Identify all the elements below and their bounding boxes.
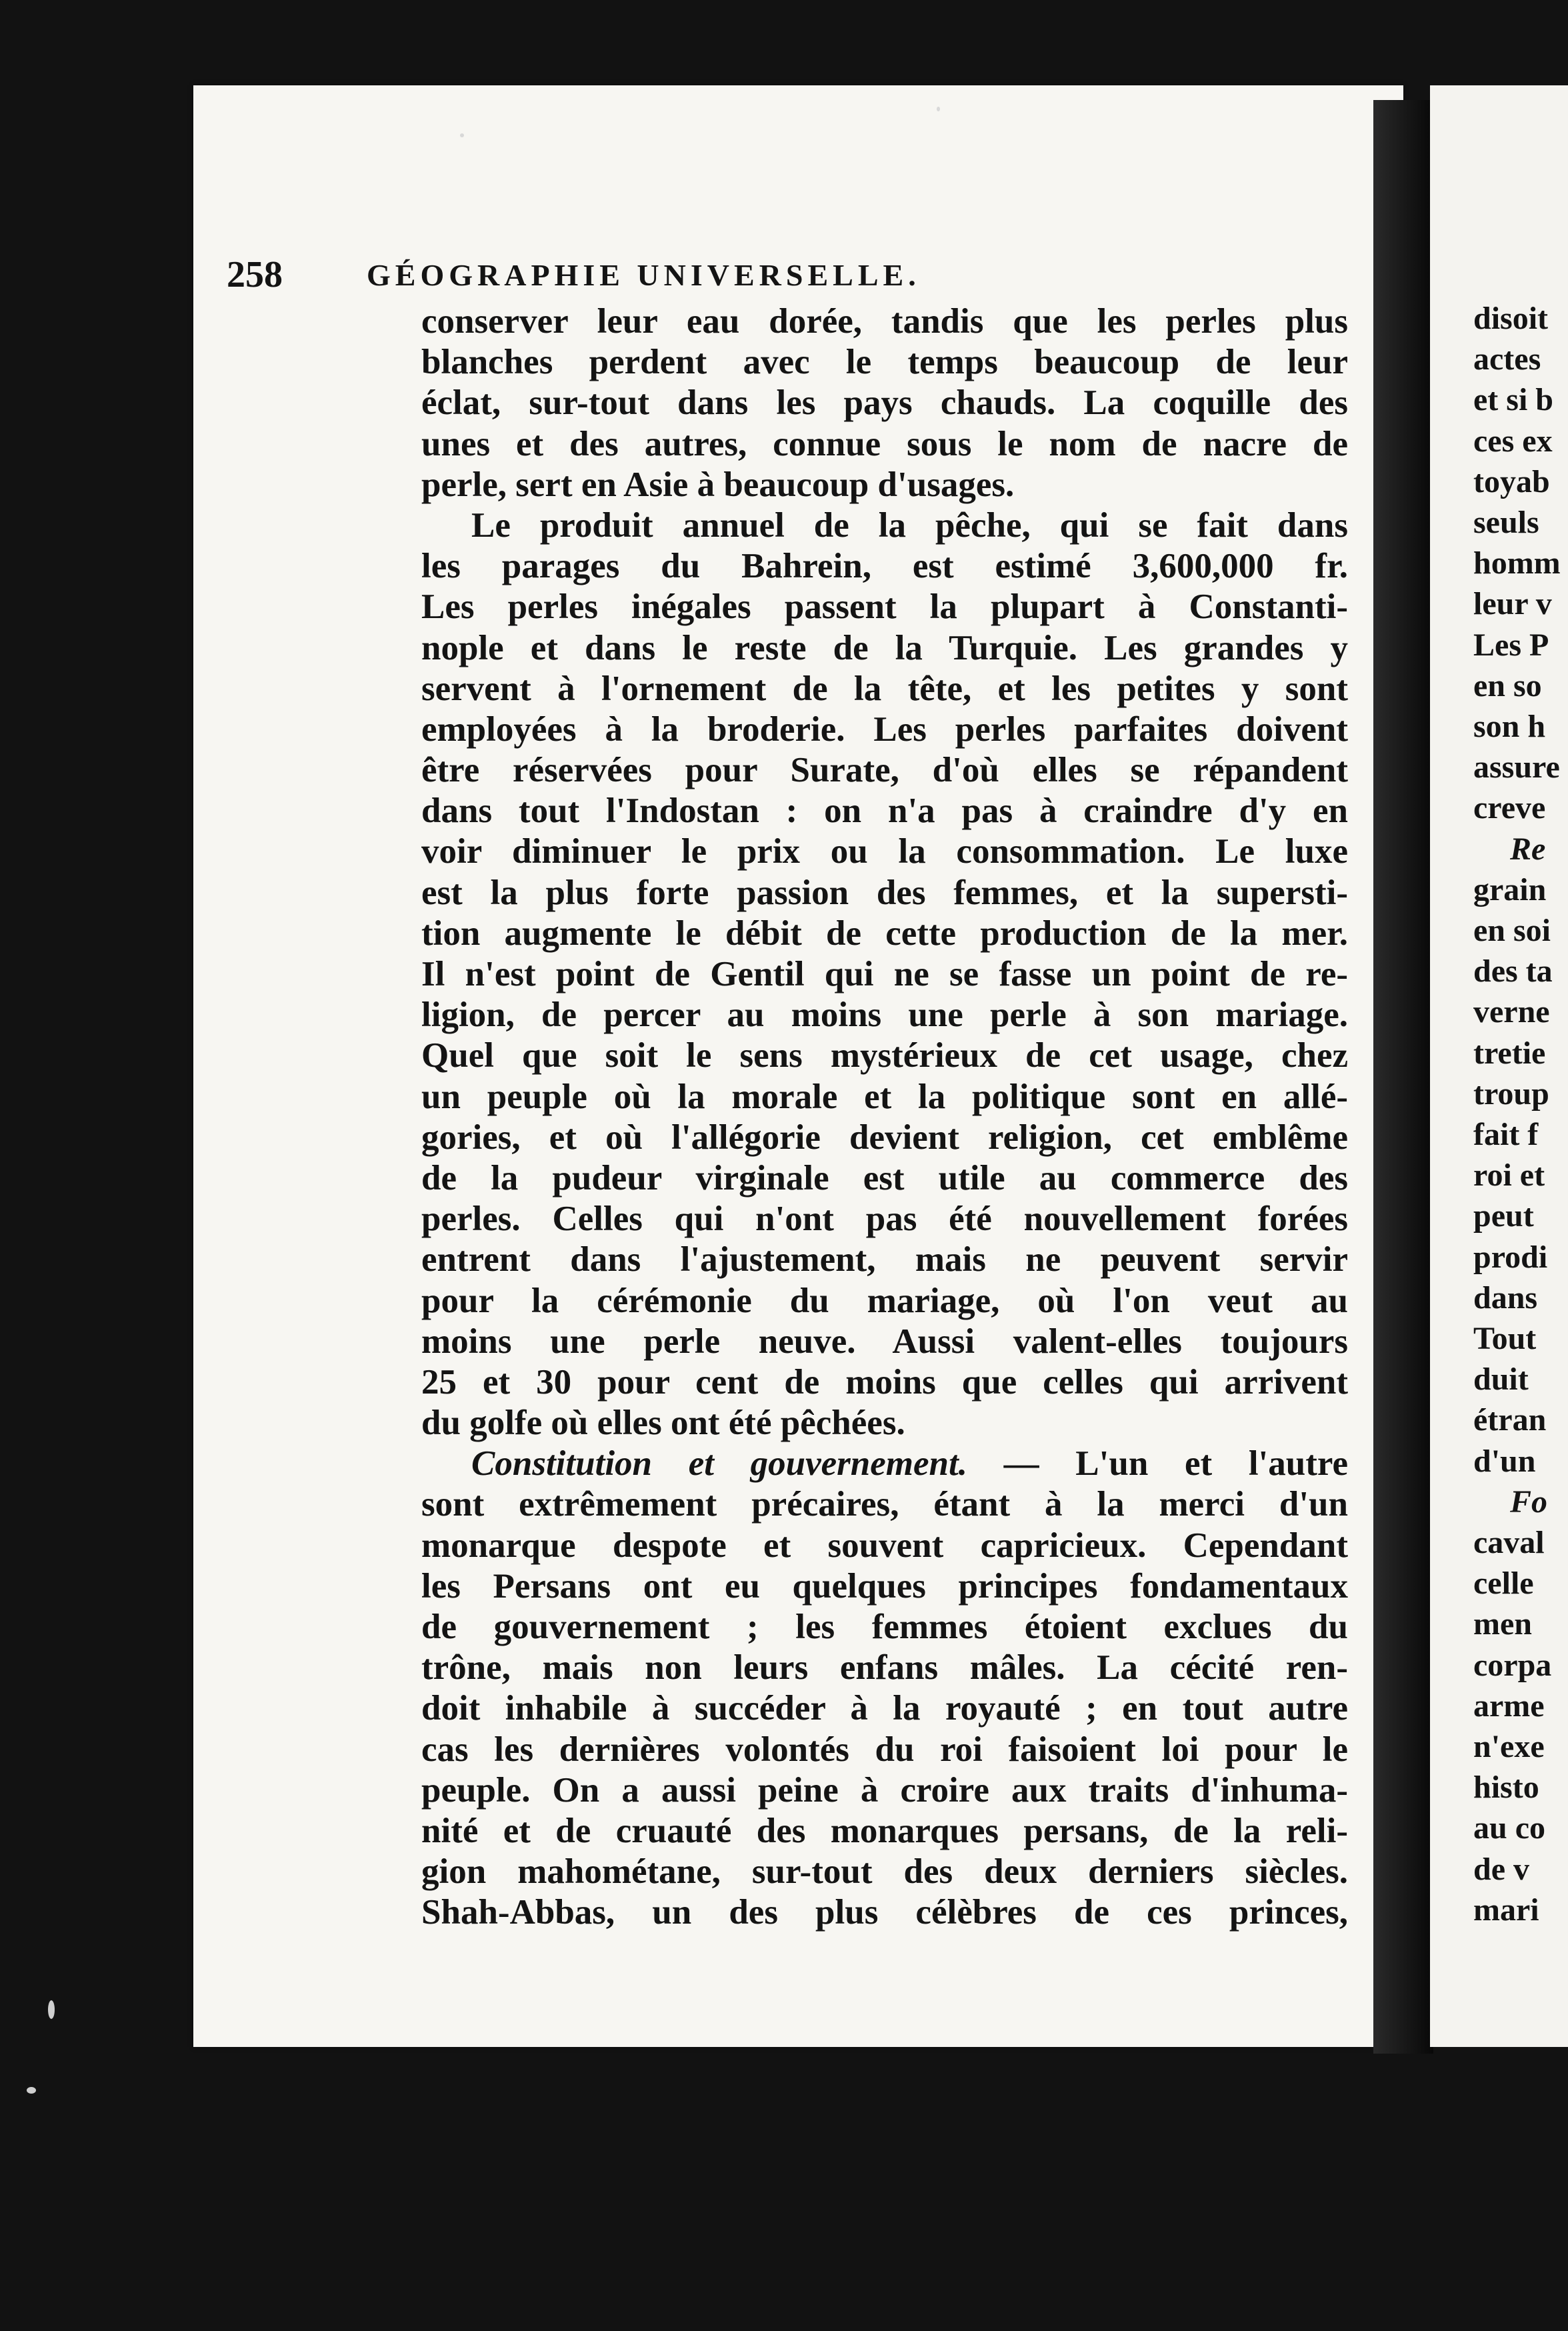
text-line: Le produit annuel de la pêche, qui se fait dans <box>471 505 1348 545</box>
facing-page-fragment: des ta <box>1473 953 1553 989</box>
text-line: conserver leur eau dorée, tandis que les perles plus <box>421 302 1348 341</box>
facing-page-fragment: tretie <box>1473 1035 1546 1071</box>
facing-page-fragment: Re <box>1510 831 1546 867</box>
text-line: ligion, de percer au moins une perle à son mariage. <box>421 995 1348 1035</box>
paper-speck <box>937 107 940 111</box>
facing-page-fragment: et si b <box>1473 382 1553 418</box>
text-line: perle, sert en Asie à beaucoup d'usages. <box>421 465 1015 504</box>
text-line: unes et des autres, connue sous le nom de nacre de <box>421 424 1348 463</box>
facing-page <box>1430 85 1568 2047</box>
facing-page-fragment: seuls <box>1473 505 1539 540</box>
facing-page-fragment: dans <box>1473 1280 1538 1316</box>
text-line: blanches perdent avec le temps beaucoup de leur <box>421 343 1348 382</box>
facing-page-fragment: Fo <box>1510 1484 1548 1520</box>
facing-page-fragment: duit <box>1473 1362 1529 1398</box>
text-line: sont extrêmement précaires, étant à la merci d'un <box>421 1485 1348 1524</box>
text-line: Quel que soit le sens mystérieux de cet usage, chez <box>421 1036 1348 1075</box>
facing-page-fragment: troup <box>1473 1075 1549 1111</box>
facing-page-fragment: caval <box>1473 1525 1545 1560</box>
body-text <box>421 301 1348 1934</box>
facing-page-fragment: en soi <box>1473 913 1551 948</box>
facing-page-fragment: disoit <box>1473 301 1549 336</box>
facing-page-fragment: celle <box>1473 1566 1534 1602</box>
text-line-content: — L'un et l'autre <box>1003 1444 1348 1484</box>
text-line: nité et de cruauté des monarques persans, de la reli- <box>421 1811 1348 1850</box>
facing-page-fragment: leur v <box>1473 586 1552 622</box>
paper-speck <box>48 2000 55 2019</box>
text-line: peuple. On a aussi peine à croire aux traits d'inhuma- <box>421 1770 1348 1810</box>
text-line <box>421 1444 1348 1484</box>
text-line: pour la cérémonie du mariage, où l'on veut au <box>421 1281 1348 1320</box>
text-line: Il n'est point de Gentil qui ne se fasse un point de re- <box>421 955 1348 993</box>
facing-page-fragment: homm <box>1473 545 1561 581</box>
facing-page-fragment: assure <box>1473 749 1560 785</box>
facing-page-fragment: histo <box>1473 1770 1539 1806</box>
facing-page-fragment: toyab <box>1473 463 1550 499</box>
facing-page-fragment: prodi <box>1473 1239 1548 1275</box>
facing-page-fragment: son h <box>1473 709 1546 744</box>
text-line: les Persans ont eu quelques principes fondamentaux <box>421 1566 1348 1606</box>
text-line: gion mahométane, sur-tout des deux derniers siècles. <box>421 1852 1348 1892</box>
text-line: est la plus forte passion des femmes, et la supersti- <box>421 873 1348 912</box>
facing-page-fragment: n'exe <box>1473 1729 1545 1764</box>
text-line: dans tout l'Indostan : on n'a pas à craindre d'y en <box>421 791 1348 831</box>
text-line: servent à l'ornement de la tête, et les petites y sont <box>421 669 1348 708</box>
facing-page-fragment: men <box>1473 1606 1532 1642</box>
facing-page-fragment: étran <box>1473 1402 1547 1438</box>
page-number: 258 <box>227 254 283 295</box>
facing-page-fragment: Les P <box>1473 627 1549 663</box>
facing-page-fragment: en so <box>1473 667 1542 703</box>
text-line: tion augmente le débit de cette production de la mer. <box>421 913 1348 953</box>
facing-page-fragment: creve <box>1473 790 1546 826</box>
facing-page-fragment: ces ex <box>1473 423 1553 459</box>
facing-page-fragment: corpa <box>1473 1647 1552 1683</box>
facing-page-fragment: Tout <box>1473 1321 1537 1356</box>
text-line: employées à la broderie. Les perles parfaites doivent <box>421 709 1348 749</box>
text-line: de la pudeur virginale est utile au commerce des <box>421 1158 1348 1198</box>
facing-page-fragment: mari <box>1473 1892 1539 1928</box>
text-line: nople et dans le reste de la Turquie. Les grandes y <box>421 628 1348 667</box>
text-line: doit inhabile à succéder à la royauté ; en tout autre <box>421 1689 1348 1728</box>
facing-page-fragment: verne <box>1473 994 1550 1030</box>
facing-page-fragment: de v <box>1473 1851 1529 1887</box>
section-heading: Constitution et gouvernement. <box>471 1444 967 1484</box>
paper-speck <box>460 133 464 137</box>
text-line: Les perles inégales passent la plupart à Constanti- <box>421 587 1348 627</box>
text-line: 25 et 30 pour cent de moins que celles qui arrivent <box>421 1362 1348 1402</box>
facing-page-fragment: arme <box>1473 1688 1545 1724</box>
text-line: Shah-Abbas, un des plus célèbres de ces princes, <box>421 1893 1348 1932</box>
facing-page-fragment: au co <box>1473 1810 1545 1846</box>
facing-page-fragment: fait f <box>1473 1117 1539 1152</box>
text-line: trône, mais non leurs enfans mâles. La cécité ren- <box>421 1648 1348 1688</box>
text-line: de gouvernement ; les femmes étoient exclues du <box>421 1608 1348 1646</box>
book-gutter-shadow <box>1373 100 1433 2054</box>
facing-page-fragment: peut <box>1473 1198 1534 1234</box>
text-line: entrent dans l'ajustement, mais ne peuvent servir <box>421 1240 1348 1280</box>
text-line: éclat, sur-tout dans les pays chauds. La coquille des <box>421 383 1348 423</box>
text-line: moins une perle neuve. Aussi valent-elles toujours <box>421 1322 1348 1361</box>
page-header <box>227 253 1353 301</box>
text-line: monarque despote et souvent capricieux. Cependant <box>421 1526 1348 1565</box>
text-line: les parages du Bahrein, est estimé 3,600,000 fr. <box>421 547 1348 586</box>
text-line: voir diminuer le prix ou la consommation. Le luxe <box>421 832 1348 871</box>
running-title: GÉOGRAPHIE UNIVERSELLE. <box>367 258 921 292</box>
facing-page-fragment: grain <box>1473 871 1547 907</box>
text-line: un peuple où la morale et la politique sont en allé- <box>421 1077 1348 1116</box>
text-line: être réservées pour Surate, d'où elles se répandent <box>421 751 1348 790</box>
text-line: gories, et où l'allégorie devient religion, cet emblême <box>421 1117 1348 1157</box>
text-line: du golfe où elles ont été pêchées. <box>421 1404 905 1443</box>
facing-page-fragment: d'un <box>1473 1443 1536 1479</box>
paper-speck <box>27 2087 36 2094</box>
facing-page-fragment: roi et <box>1473 1157 1545 1194</box>
facing-page-fragment: actes <box>1473 341 1541 377</box>
text-line: cas les dernières volontés du roi faisoient loi pour le <box>421 1730 1348 1769</box>
text-line: perles. Celles qui n'ont pas été nouvellement forées <box>421 1200 1348 1239</box>
